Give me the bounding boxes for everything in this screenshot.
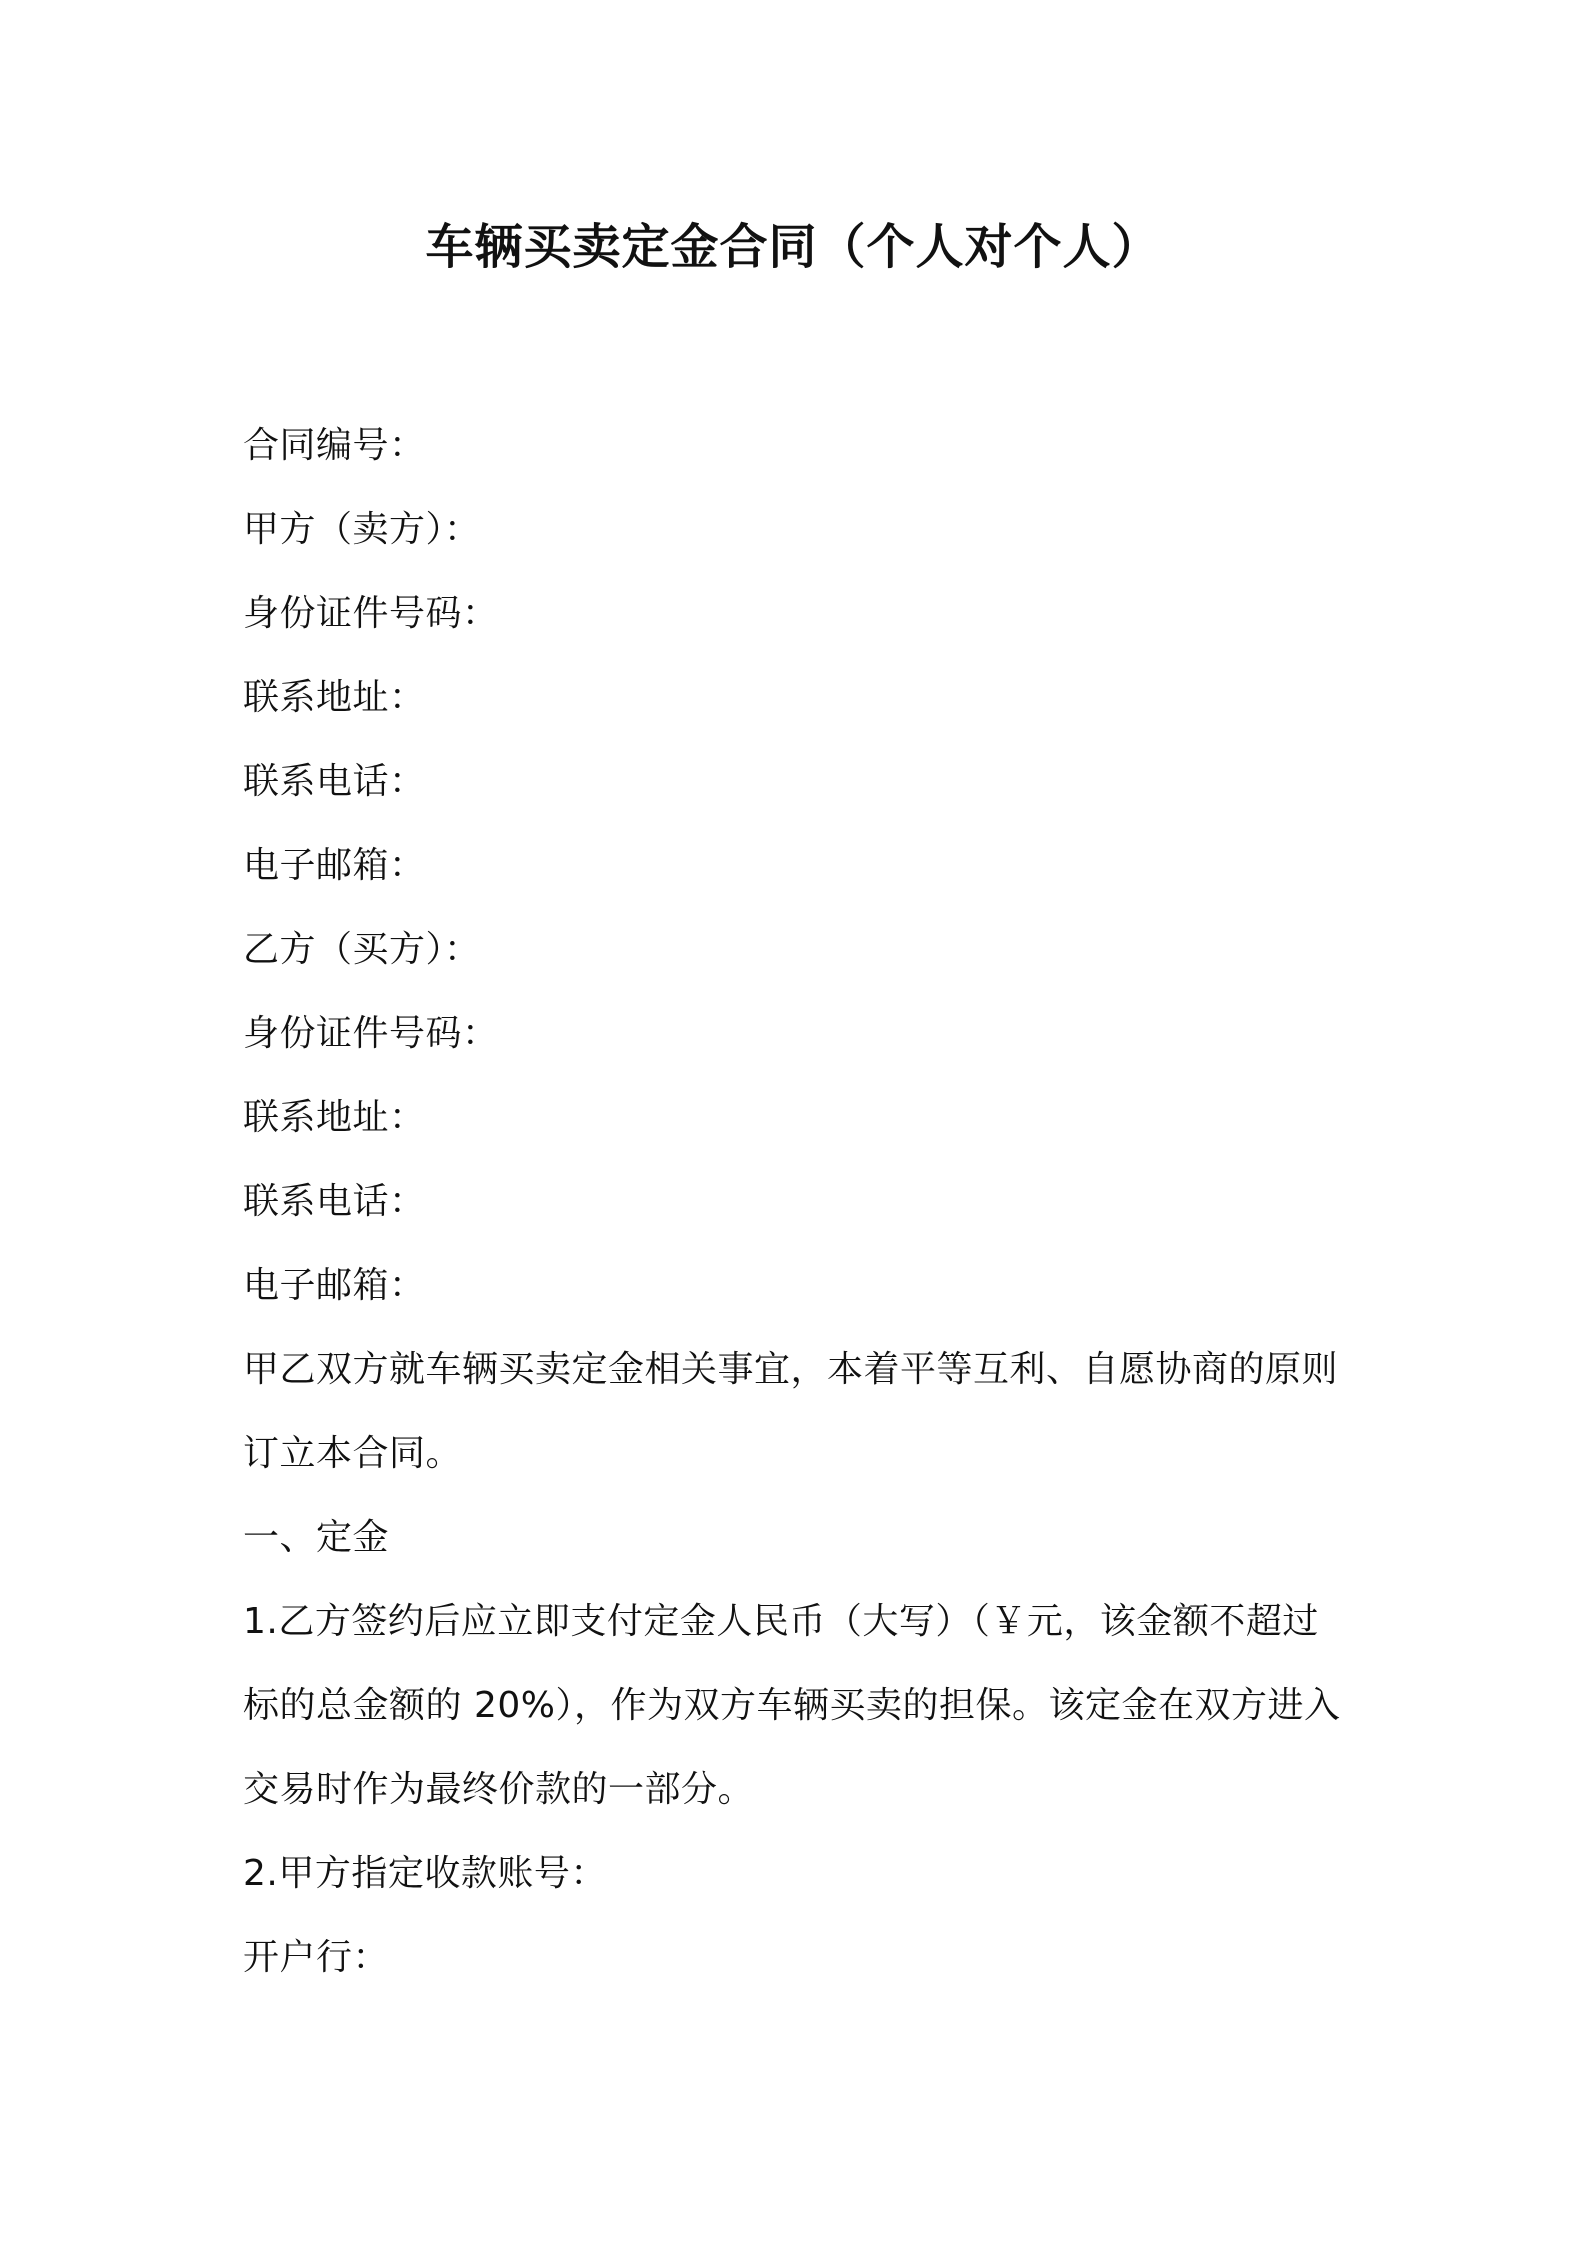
field-contract-number: 合同编号： xyxy=(243,425,426,466)
field-party-a-address: 联系地址： xyxy=(243,677,426,718)
field-party-a-email: 电子邮箱： xyxy=(243,845,426,886)
clause-1-line-2: 标的总金额的 20%），作为双方车辆买卖的担保。该定金在双方进入 xyxy=(243,1685,1341,1726)
clause-1-line-1: 1.乙方签约后应立即支付定金人民币（大写）（￥元，该金额不超过 xyxy=(243,1601,1319,1642)
field-bank-name: 开户行： xyxy=(243,1937,390,1978)
field-party-b-id-number: 身份证件号码： xyxy=(243,1013,499,1054)
field-party-b-phone: 联系电话： xyxy=(243,1181,426,1222)
field-party-a-seller: 甲方（卖方）： xyxy=(243,509,481,550)
field-party-a-phone: 联系电话： xyxy=(243,761,426,802)
section-heading-deposit: 一、定金 xyxy=(243,1517,390,1558)
field-party-a-id-number: 身份证件号码： xyxy=(243,593,499,634)
document-title: 车辆买卖定金合同（个人对个人） xyxy=(425,219,1161,275)
field-party-b-email: 电子邮箱： xyxy=(243,1265,426,1306)
field-party-b-buyer: 乙方（买方）： xyxy=(243,929,481,970)
document-body xyxy=(243,404,1363,2000)
preamble-line-2: 订立本合同。 xyxy=(243,1433,463,1474)
preamble-line-1: 甲乙双方就车辆买卖定金相关事宜，本着平等互利、自愿协商的原则 xyxy=(243,1349,1339,1390)
clause-1-line-3: 交易时作为最终价款的一部分。 xyxy=(243,1769,755,1810)
field-party-b-address: 联系地址： xyxy=(243,1097,426,1138)
clause-2-account: 2.甲方指定收款账号： xyxy=(243,1853,607,1894)
